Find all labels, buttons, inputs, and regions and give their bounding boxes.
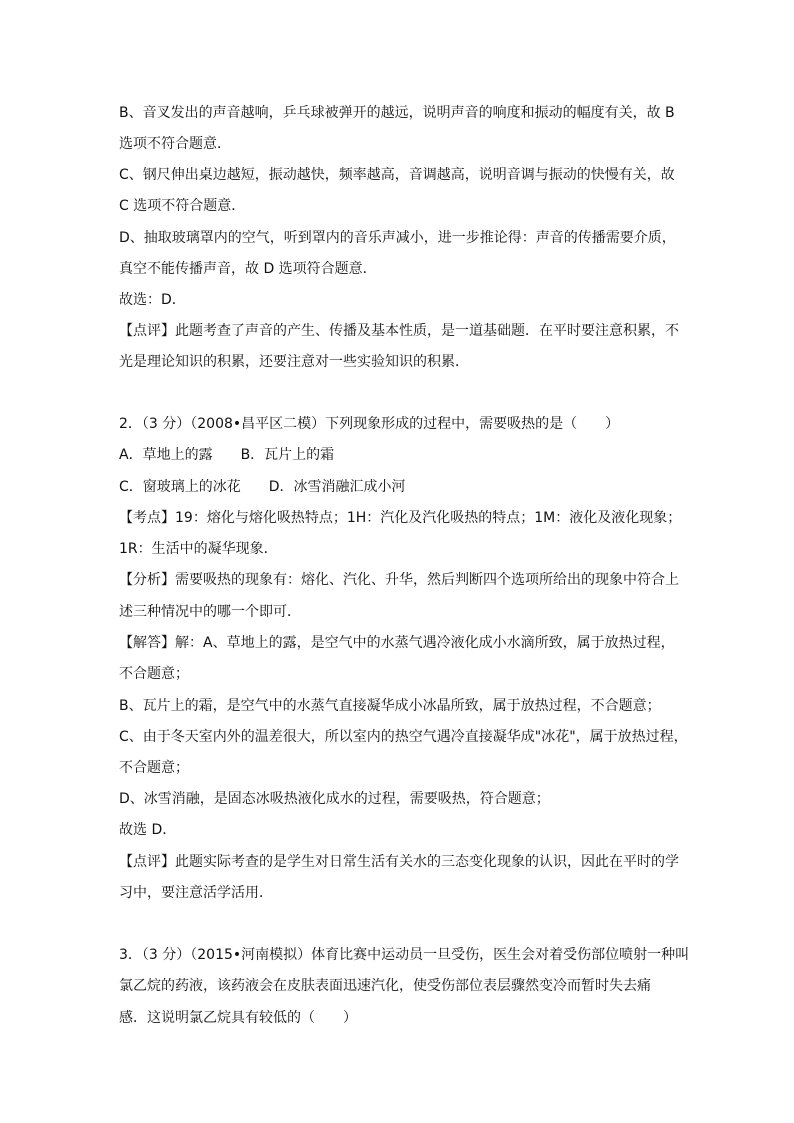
q1-comment-line2: 光是理论知识的积累，还要注意对一些实验知识的积累． <box>119 354 469 370</box>
q2-kaodian-line1: 【考点】19：熔化与熔化吸热特点；1H：汽化及汽化吸热的特点；1M：液化及液化现象； <box>119 510 682 526</box>
q3-stem-line2: 氯乙烷的药液，该药液会在皮肤表面迅速汽化，使受伤部位表层骤然变冷而暂时失去痛 <box>119 978 651 994</box>
q2-stem: 2．（3 分）（2008•昌平区二模）下列现象形成的过程中，需要吸热的是（ ） <box>119 416 620 432</box>
q2-jieda-line2: 不合题意； <box>119 666 189 682</box>
q2-option-d-explanation: D、冰雪消融，是固态冰吸热液化成水的过程，需要吸热，符合题意； <box>119 791 550 807</box>
q1-option-d-explanation-line1: D、抽取玻璃罩内的空气，听到罩内的音乐声减小，进一步推论得：声音的传播需要介质， <box>119 230 676 246</box>
q1-option-d-explanation-line2: 真空不能传播声音，故 D 选项符合题意． <box>119 261 377 277</box>
q2-jieda-line1: 【解答】解：A、草地上的露，是空气中的水蒸气遇冷液化成小水滴所致，属于放热过程， <box>119 635 675 651</box>
q2-option-c-explanation-line1: C、由于冬天室内外的温差很大，所以室内的热空气遇冷直接凝华成"冰花"，属于放热过程， <box>119 729 688 745</box>
q2-option-c-explanation-line2: 不合题意； <box>119 760 189 776</box>
q2-kaodian-line2: 1R：生活中的凝华现象． <box>119 541 278 557</box>
q2-options-c-d: C．窗玻璃上的冰花 D．冰雪消融汇成小河 <box>119 479 406 495</box>
q1-answer-choice: 故选：D． <box>119 292 186 308</box>
q2-fenxi-line2: 述三种情况中的哪一个即可． <box>119 604 301 620</box>
q2-option-b-explanation: B、瓦片上的霜，是空气中的水蒸气直接凝华成小冰晶所致，属于放热过程，不合题意； <box>119 698 661 714</box>
q3-stem-line1: 3．（3 分）（2015•河南模拟）体育比赛中运动员一旦受伤，医生会对着受伤部位喷射一种叫 <box>119 947 689 963</box>
q2-comment-line1: 【点评】此题实际考查的是学生对日常生活有关水的三态变化现象的认识，因此在平时的学 <box>119 854 679 870</box>
q2-answer-choice: 故选 D． <box>119 822 177 838</box>
q1-option-c-explanation-line1: C、钢尺伸出桌边越短，振动越快，频率越高，音调越高，说明音调与振动的快慢有关，故 <box>119 167 675 183</box>
q2-options-a-b: A．草地上的露 B．瓦片上的霜 <box>119 447 335 463</box>
q1-option-c-explanation-line2: C 选项不符合题意． <box>119 198 246 214</box>
q2-fenxi-line1: 【分析】需要吸热的现象有：熔化、汽化、升华，然后判断四个选项所给出的现象中符合上 <box>119 572 679 588</box>
q3-stem-line3: 感．这说明氯乙烷具有较低的（ ） <box>119 1010 357 1026</box>
q1-option-b-explanation-line1: B、音叉发出的声音越响，乒乓球被弹开的越远，说明声音的响度和振动的幅度有关，故 B <box>119 105 675 121</box>
q2-comment-line2: 习中，要注意活学活用． <box>119 885 273 901</box>
q1-comment-line1: 【点评】此题考查了声音的产生、传播及基本性质，是一道基础题．在平时要注意积累，不 <box>119 323 679 339</box>
q1-option-b-explanation-line2: 选项不符合题意． <box>119 136 231 152</box>
